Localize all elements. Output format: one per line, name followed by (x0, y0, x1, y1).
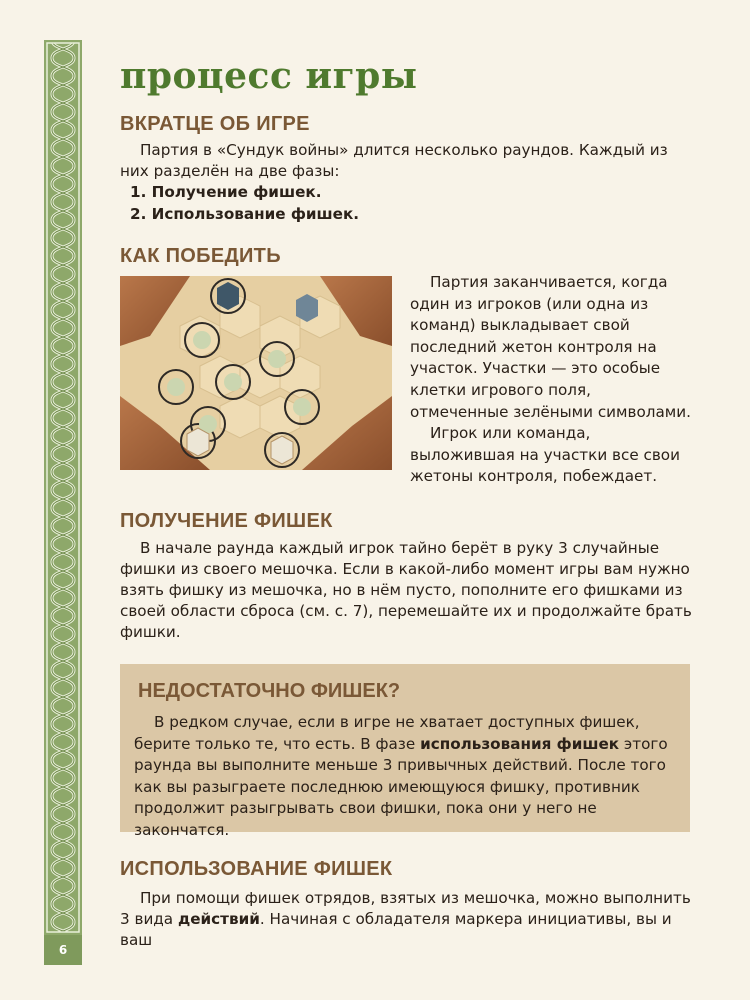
callout-text-b: этого раунда вы выполните меньше 3 привычных действий. После того как вы разыграете последнюю имеющуюся фишку, противник продолжит разыгрывать свои фишки, пока они у него не закончатся. (134, 734, 668, 839)
page-number: 6 (44, 935, 82, 965)
board-illustration-icon (120, 276, 392, 470)
celtic-knot-sidebar (44, 40, 82, 965)
overview-text: Партия в «Сундук войны» длится несколько раундов. Каждый из них разделён на две фазы: (120, 141, 668, 180)
use-heading: ИСПОЛЬЗОВАНИЕ ФИШЕК (120, 858, 393, 880)
callout-text (134, 712, 679, 842)
callout-box (120, 664, 690, 839)
phase-list (130, 181, 359, 225)
draw-text: В начале раунда каждый игрок тайно берёт в руку 3 случайные фишки из своего мешочка. Если в какой-либо момент игры вам нужно взять фишку из мешочка, но в нём пусто, пополните его фишками из своей области сброса (см. с. 7), перемешайте их и продолжайте брать фишки. (120, 539, 692, 641)
use-text-b: . Начиная с обладателя маркера инициативы, вы и ваш (120, 910, 672, 949)
overview-heading: ВКРАТЦЕ ОБ ИГРЕ (120, 113, 310, 135)
use-text-bold: действий (177, 910, 260, 928)
callout-text-bold: использования фишек (420, 734, 620, 753)
callout-text-a: В редком случае, если в игре не хватает доступных фишек, берите только те, что есть. В фазе (134, 713, 640, 753)
win-text (410, 272, 692, 488)
phase-item: 1. Получение фишек. (130, 183, 322, 201)
win-paragraph-1: Партия заканчивается, когда один из игроков (или одна из команд) выкладывает свой последний жетон контроля на участок. Участки — это особые клетки игрового поля, отмеченные зелёными символами. (410, 273, 691, 421)
use-text (120, 888, 692, 951)
page-title: процесс игры (120, 55, 418, 97)
draw-heading: ПОЛУЧЕНИЕ ФИШЕК (120, 510, 333, 532)
celtic-knot-border-icon (44, 40, 82, 935)
phase-item: 2. Использование фишек. (130, 205, 360, 223)
callout-heading: НЕДОСТАТОЧНО ФИШЕК? (138, 680, 401, 702)
use-text-a: При помощи фишек отрядов, взятых из мешочка, можно выполнить 3 вида (120, 889, 691, 928)
win-paragraph-2: Игрок или команда, выложившая на участки все свои жетоны контроля, побеждает. (410, 424, 680, 486)
win-heading: КАК ПОБЕДИТЬ (120, 245, 281, 267)
